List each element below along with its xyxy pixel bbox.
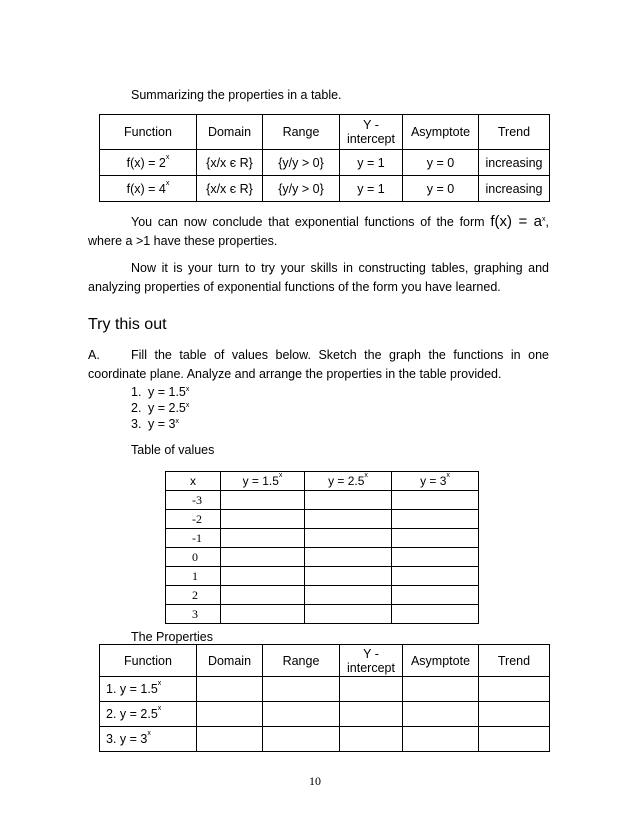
item-exp: x: [185, 402, 190, 409]
blank-cell[interactable]: [392, 491, 479, 510]
header-y-top: Y -: [363, 118, 379, 132]
table-row: [100, 150, 550, 176]
table-row: [100, 176, 550, 202]
blank-cell[interactable]: [392, 529, 479, 548]
conclusion-formula: f(x) = a: [490, 213, 542, 230]
header-y3: [392, 472, 479, 491]
turn-paragraph: Now it is your turn to try your skills in constructing tables, graphing and analyzing properties of exponential functions of the form you have learned.: [88, 261, 549, 294]
blank-cell[interactable]: [392, 510, 479, 529]
list-item: [131, 384, 189, 400]
table-row: [166, 548, 479, 567]
cell-asymptote: y = 0: [403, 176, 479, 202]
fn-exp: x: [165, 179, 170, 187]
x-value: 0: [166, 548, 221, 567]
page-number: 10: [309, 774, 321, 788]
blank-cell[interactable]: [305, 510, 392, 529]
blank-cell[interactable]: [403, 702, 479, 727]
x-value: 3: [166, 605, 221, 624]
table-row: [166, 510, 479, 529]
fn-exp: x: [147, 730, 151, 737]
blank-cell[interactable]: [340, 727, 403, 752]
table-row: [166, 586, 479, 605]
blank-cell[interactable]: [479, 727, 550, 752]
fn-exp: x: [157, 680, 162, 687]
x-value: -1: [166, 529, 221, 548]
item-number: 2.: [131, 401, 142, 415]
x-value: 2: [166, 586, 221, 605]
blank-cell[interactable]: [403, 727, 479, 752]
blank-cell[interactable]: [479, 702, 550, 727]
properties-table: [99, 644, 550, 752]
cell-domain: {x/x є R}: [197, 176, 263, 202]
item-exp: x: [175, 418, 179, 425]
header-function: Function: [100, 115, 197, 150]
blank-cell[interactable]: [305, 548, 392, 567]
function-list: [131, 384, 189, 432]
cell-asymptote: y = 0: [403, 150, 479, 176]
x-value: -3: [166, 491, 221, 510]
blank-cell[interactable]: [197, 727, 263, 752]
header-domain: Domain: [197, 115, 263, 150]
blank-cell[interactable]: [392, 586, 479, 605]
fn-exp: x: [157, 705, 162, 712]
item-number: 3.: [131, 417, 142, 431]
blank-cell[interactable]: [305, 491, 392, 510]
table-row: [166, 529, 479, 548]
blank-cell[interactable]: [305, 529, 392, 548]
item-number: 1.: [131, 385, 142, 399]
header-y-top: Y -: [363, 646, 379, 661]
header-y-bottom: intercept: [347, 132, 395, 146]
cell-range: {y/y > 0}: [263, 176, 340, 202]
table-row: [166, 605, 479, 624]
part-a-label: A.: [88, 348, 100, 362]
cell-yint: y = 1: [340, 176, 403, 202]
cell-trend: increasing: [479, 176, 550, 202]
header-asymptote: Asymptote: [403, 645, 479, 677]
blank-cell[interactable]: [305, 605, 392, 624]
cell-range: {y/y > 0}: [263, 150, 340, 176]
cell-function: [100, 150, 197, 176]
table-row: [166, 567, 479, 586]
item-function: y = 2.5: [148, 401, 186, 415]
part-a-paragraph: [88, 346, 549, 384]
cell-yint: y = 1: [340, 150, 403, 176]
summary-intro: Summarizing the properties in a table.: [131, 88, 342, 102]
header-function: Function: [100, 645, 197, 677]
header-y25: [305, 472, 392, 491]
part-a-text: Fill the table of values below. Sketch the graph the functions in one coordinate plane. Analyze and arrange the properties in the table provided.: [88, 348, 549, 381]
cell-domain: {x/x є R}: [197, 150, 263, 176]
item-function: y = 1.5: [148, 385, 186, 399]
item-function: y = 3: [148, 417, 176, 431]
list-item: [131, 416, 189, 432]
blank-cell[interactable]: [263, 702, 340, 727]
properties-header-row: [100, 645, 550, 677]
blank-cell[interactable]: [392, 605, 479, 624]
blank-cell[interactable]: [479, 677, 550, 702]
blank-cell[interactable]: [197, 677, 263, 702]
conclusion-paragraph: [88, 212, 549, 251]
table-row: [100, 677, 550, 702]
table-row: [166, 491, 479, 510]
fn-exp: x: [165, 153, 170, 161]
header-domain: Domain: [197, 645, 263, 677]
list-item: [131, 400, 189, 416]
blank-cell[interactable]: [305, 586, 392, 605]
values-title: Table of values: [131, 443, 215, 457]
header-range: Range: [263, 645, 340, 677]
fn-label: 3. y = 3: [106, 732, 148, 746]
blank-cell[interactable]: [340, 677, 403, 702]
blank-cell[interactable]: [221, 491, 305, 510]
header-trend: Trend: [479, 645, 550, 677]
summary-header-row: [100, 115, 550, 150]
blank-cell[interactable]: [340, 702, 403, 727]
table-row: [100, 727, 550, 752]
conclusion-text: You can now conclude that exponential functions of the form: [131, 215, 491, 229]
header-x: x: [166, 472, 221, 491]
values-table: [165, 471, 479, 624]
blank-cell[interactable]: [221, 510, 305, 529]
blank-cell[interactable]: [263, 727, 340, 752]
values-header-row: [166, 472, 479, 491]
header-base: y = 2.5: [328, 474, 365, 488]
fn-base: f(x) = 4: [126, 181, 166, 196]
cell-function: [100, 702, 197, 727]
cell-function: [100, 176, 197, 202]
item-exp: x: [185, 386, 190, 393]
x-value: -2: [166, 510, 221, 529]
conclusion-line1: [88, 212, 549, 232]
fn-base: f(x) = 2: [126, 155, 166, 170]
properties-title: The Properties: [131, 630, 213, 644]
blank-cell[interactable]: [392, 567, 479, 586]
header-base: y = 3: [420, 474, 447, 488]
table-row: [100, 702, 550, 727]
header-exp: x: [364, 472, 368, 479]
conclusion-comma: ,: [545, 215, 549, 229]
cell-function: [100, 677, 197, 702]
header-exp: x: [278, 472, 283, 479]
header-trend: Trend: [479, 115, 550, 150]
section-title: Try this out: [88, 316, 167, 333]
blank-cell[interactable]: [221, 567, 305, 586]
header-base: y = 1.5: [242, 474, 279, 488]
conclusion-line2: where a >1 have these properties.: [88, 234, 278, 248]
blank-cell[interactable]: [392, 548, 479, 567]
header-range: Range: [263, 115, 340, 150]
blank-cell[interactable]: [197, 702, 263, 727]
cell-function: [100, 727, 197, 752]
header-y-bottom: intercept: [347, 660, 395, 675]
blank-cell[interactable]: [221, 548, 305, 567]
fn-label: 2. y = 2.5: [106, 707, 158, 721]
fn-label: 1. y = 1.5: [106, 682, 158, 696]
blank-cell[interactable]: [263, 677, 340, 702]
cell-trend: increasing: [479, 150, 550, 176]
header-y15: [221, 472, 305, 491]
blank-cell[interactable]: [221, 605, 305, 624]
blank-cell[interactable]: [305, 567, 392, 586]
header-y-intercept: [340, 645, 403, 677]
blank-cell[interactable]: [403, 677, 479, 702]
blank-cell[interactable]: [221, 529, 305, 548]
formula-exp: x: [542, 216, 546, 223]
header-exp: x: [446, 472, 450, 479]
header-y-intercept: [340, 115, 403, 150]
header-asymptote: Asymptote: [403, 115, 479, 150]
x-value: 1: [166, 567, 221, 586]
summary-table: [99, 114, 550, 202]
blank-cell[interactable]: [221, 586, 305, 605]
